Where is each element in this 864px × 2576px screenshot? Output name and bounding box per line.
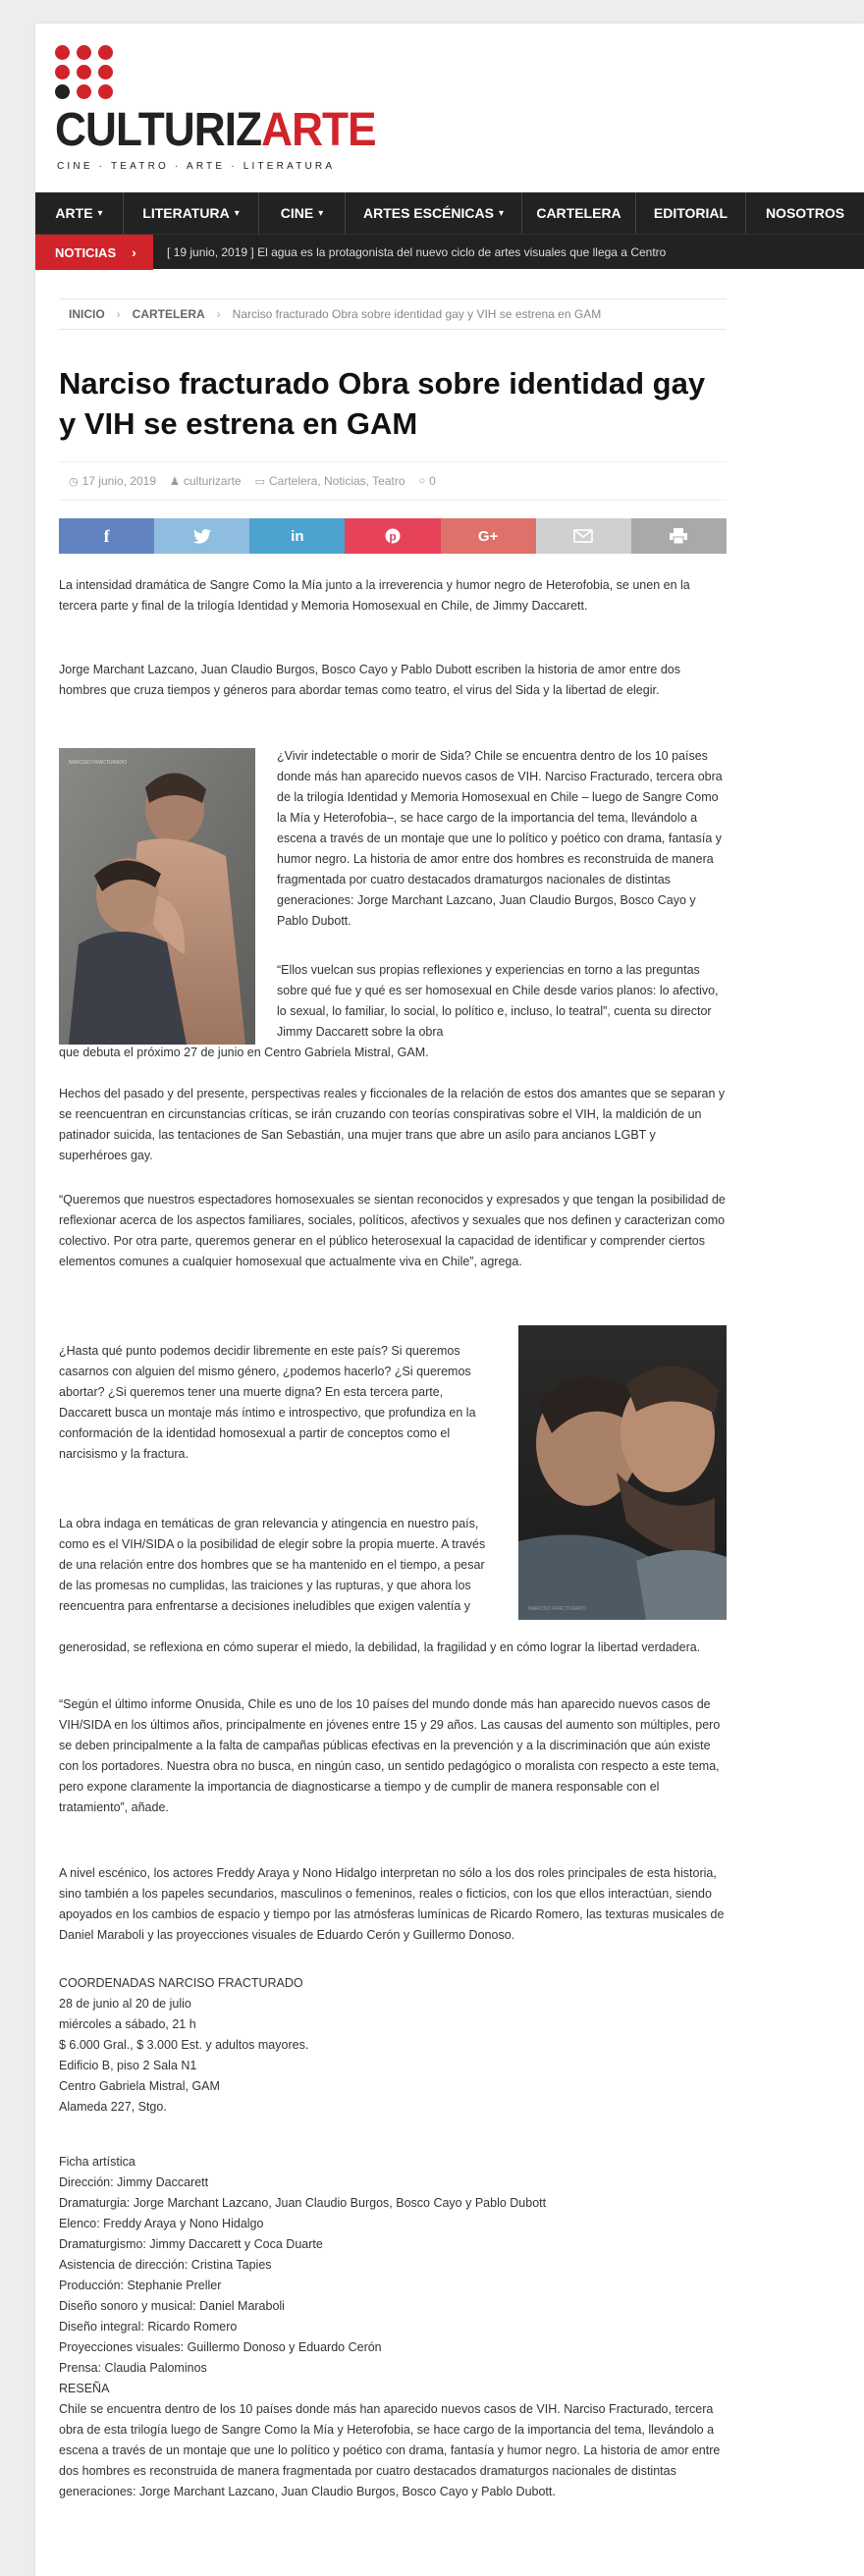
nav-item-editorial[interactable]: EDITORIAL	[636, 192, 746, 234]
facebook-icon: f	[103, 525, 110, 546]
chevron-right-icon: ›	[116, 307, 121, 321]
print-icon	[670, 528, 687, 544]
page-container	[35, 24, 864, 2576]
comment-count[interactable]: 0	[429, 474, 436, 488]
nav-item-cine[interactable]: CINE ▾	[259, 192, 346, 234]
twitter-icon	[193, 529, 211, 544]
ticker-headline-link[interactable]: [ 19 junio, 2019 ] El agua es la protagonista del nuevo ciclo de artes visuales que llega a Centro	[167, 245, 667, 259]
post-categories[interactable]: Cartelera, Noticias, Teatro	[268, 474, 405, 488]
clock-icon: ◷	[69, 475, 79, 488]
nav-item-arte[interactable]: ARTE ▾	[35, 192, 124, 234]
breadcrumb	[59, 298, 727, 330]
article-photo-embrace	[59, 748, 255, 1045]
nav-item-literatura[interactable]: LITERATURA ▾	[124, 192, 259, 234]
event-details	[59, 1973, 727, 2118]
article-paragraph: Jorge Marchant Lazcano, Juan Claudio Burgos, Bosco Cayo y Pablo Dubott escriben la historia de amor entre dos hombres que cruza tiempos y géneros para abordar temas como teatro, el virus del Sida y la libertad de elegir.	[59, 663, 680, 697]
pinterest-icon	[385, 528, 401, 544]
article-meta	[59, 461, 727, 501]
breadcrumb-current: Narciso fracturado Obra sobre identidad gay y VIH se estrena en GAM	[232, 307, 602, 321]
event-schedule: miércoles a sábado, 21 h	[59, 2017, 196, 2031]
article-paragraph: “Ellos vuelcan sus propias reflexiones y experiencias en torno a las preguntas sobre qué fue y qué es ser homosexual en Chile desde varios planos: lo afectivo, lo sexual, lo familiar, lo social, lo político e, incluso, lo teatral”, cuenta su director Jimmy Daccarett sobre la obra	[277, 963, 719, 1039]
credit-line: Producción: Stephanie Preller	[59, 2279, 222, 2292]
credit-line: Asistencia de dirección: Cristina Tapies	[59, 2258, 272, 2272]
site-logo[interactable]	[55, 45, 376, 183]
review-heading: RESEÑA	[59, 2382, 110, 2395]
share-facebook-button[interactable]	[59, 518, 154, 554]
credits-heading: Ficha artística	[59, 2155, 135, 2169]
share-bar	[59, 518, 727, 554]
credit-line: Elenco: Freddy Araya y Nono Hidalgo	[59, 2217, 264, 2230]
share-pinterest-button[interactable]	[345, 518, 440, 554]
credit-line: Dirección: Jimmy Daccarett	[59, 2175, 209, 2189]
article-paragraph: “Según el último informe Onusida, Chile es uno de los 10 países del mundo donde más han aparecido nuevos casos de VIH/SIDA en los últimos años, principalmente en jóvenes entre 15 y 29 años. Las causas del aumento son múltiples, pero se deben principalmente a la falta de campañas públicas efectivas en la prevención y a la discriminación que aún existe con los portadores. Nuestra obra no busca, en ningún caso, un sentido pedagógico o moralista con respecto a este tema, pero expone claramente la importancia de diagnosticarse a tiempo y de cumplir de manera responsable con el tratamiento”, añade.	[59, 1697, 721, 1814]
article-photo-kiss	[518, 1325, 727, 1620]
linkedin-icon: in	[291, 527, 304, 545]
share-email-button[interactable]	[536, 518, 631, 554]
logo-wordmark: CULTURIZARTE	[55, 104, 376, 156]
main-navigation	[35, 192, 864, 234]
chevron-down-icon: ▾	[97, 207, 103, 219]
chevron-down-icon: ▾	[499, 207, 505, 219]
news-ticker	[35, 234, 864, 269]
chevron-right-icon: ›	[216, 307, 221, 321]
article-paragraph: ¿Hasta qué punto podemos decidir libremente en este país? Si queremos casarnos con alguien del mismo género, ¿podemos hacerlo? ¿Si queremos abortar? ¿Si queremos tener una muerte digna? En esta tercera parte, Daccarett busca un montaje más íntimo e introspectivo, que profundiza en la conformación de la identidad homosexual a partir de conceptos como el narcisismo y la fractura.	[59, 1344, 476, 1461]
chevron-down-icon: ▾	[234, 207, 240, 219]
envelope-icon	[573, 529, 593, 543]
credit-line: Dramaturgia: Jorge Marchant Lazcano, Juan Claudio Burgos, Bosco Cayo y Pablo Dubott	[59, 2196, 547, 2210]
logo-dots-icon	[55, 45, 116, 106]
credit-line: Diseño sonoro y musical: Daniel Maraboli	[59, 2299, 285, 2313]
google-plus-icon: G+	[477, 527, 499, 545]
event-venue: Centro Gabriela Mistral, GAM	[59, 2079, 220, 2093]
article-paragraph: La intensidad dramática de Sangre Como la Mía junto a la irreverencia y humor negro de Heterofobia, se unen en la tercera parte y final de la trilogía Identidad y Memoria Homosexual en Chile, de Jimmy Daccarett.	[59, 578, 690, 613]
article-paragraph: ¿Vivir indetectable o morir de Sida? Chile se encuentra dentro de los 10 países donde más han aparecido nuevos casos de VIH. Narciso Fracturado, tercera obra de la trilogía Identidad y Memoria Homosexual en Chile – luego de Sangre Como la Mía y Heterofobia–, se hace cargo de la importancia del tema, llevándolo a escena a través de un montaje que une lo político y poético con drama, fantasía y humor negro. La historia de amor entre dos hombres es reconstruida de manera fragmentada por cuatro destacados dramaturgos nacionales de distintas generaciones: Jorge Marchant Lazcano, Juan Claudio Burgos, Bosco Cayo y Pablo Dubott.	[277, 749, 723, 928]
chevron-down-icon: ▾	[318, 207, 324, 219]
share-twitter-button[interactable]	[154, 518, 249, 554]
article-paragraph: “Queremos que nuestros espectadores homosexuales se sientan reconocidos y expresados y que tengan la posibilidad de reflexionar acerca de los aspectos familiares, sociales, políticos, afectivos y sexuales que nos definen y caracterizan como colectivo. Por otra parte, queremos generar en el público heterosexual la capacidad de identificar y comprender ciertos elementos comunes a cualquier homosexual que actualmente viva en Chile”, agrega.	[59, 1193, 726, 1268]
article-paragraph-continued: generosidad, se reflexiona en cómo superar el miedo, la debilidad, la fragilidad y en cómo lograr la libertad verdadera.	[59, 1640, 701, 1654]
logo-tagline: CINE · TEATRO · ARTE · LITERATURA	[57, 161, 336, 172]
chevron-right-icon: ›	[132, 244, 136, 260]
nav-item-cartelera[interactable]: CARTELERA	[522, 192, 636, 234]
credits-list	[59, 2152, 727, 2502]
credit-line: Proyecciones visuales: Guillermo Donoso y Eduardo Cerón	[59, 2340, 382, 2354]
svg-text:p: p	[389, 529, 397, 544]
nav-item-artes-escenicas[interactable]: ARTES ESCÉNICAS ▾	[346, 192, 522, 234]
comment-icon: ○	[418, 475, 426, 487]
credit-line: Dramaturgismo: Jimmy Daccarett y Coca Duarte	[59, 2237, 323, 2251]
svg-text:NARCISO FRACTURADO: NARCISO FRACTURADO	[69, 760, 127, 766]
article-paragraph: Hechos del pasado y del presente, perspectivas reales y ficcionales de la relación de estos dos amantes que se separan y se reencuentran en circunstancias críticas, se irán cruzando con teorías conspirativas sobre el VIH, la maldición de un patinador suicida, las tentaciones de San Sebastián, una mujer trans que abre un asilo para ancianos LGBT y superhéroes gay.	[59, 1087, 726, 1162]
credit-line: Prensa: Claudia Palominos	[59, 2361, 207, 2375]
event-room: Edificio B, piso 2 Sala N1	[59, 2059, 197, 2072]
share-googleplus-button[interactable]	[441, 518, 536, 554]
article-paragraph-continued: que debuta el próximo 27 de junio en Centro Gabriela Mistral, GAM.	[59, 1046, 429, 1059]
user-icon: ♟	[170, 475, 180, 488]
nav-item-nosotros[interactable]: NOSOTROS	[765, 205, 845, 221]
event-details-heading: COORDENADAS NARCISO FRACTURADO	[59, 1976, 303, 1990]
article-paragraph: A nivel escénico, los actores Freddy Araya y Nono Hidalgo interpretan no sólo a los dos roles principales de esta historia, sino también a los papeles secundarios, masculinos o femeninos, reales o ficticios, con los que ellos interactúan, siendo apoyados en los cambios de espacio y tiempo por las atmósferas lumínicas de Ricardo Romero, las texturas musicales de Daniel Maraboli y las proyecciones visuales de Eduardo Cerón y Guillermo Donoso.	[59, 1866, 725, 1942]
svg-text:NARCISO FRACTURADO: NARCISO FRACTURADO	[528, 1606, 586, 1612]
event-prices: $ 6.000 Gral., $ 3.000 Est. y adultos mayores.	[59, 2038, 309, 2052]
event-dates: 28 de junio al 20 de julio	[59, 1997, 191, 2011]
event-address: Alameda 227, Stgo.	[59, 2100, 167, 2114]
share-print-button[interactable]	[631, 518, 727, 554]
site-header	[35, 24, 864, 192]
credit-line: Diseño integral: Ricardo Romero	[59, 2320, 238, 2334]
folder-icon: ▭	[254, 475, 265, 488]
article-paragraph: La obra indaga en temáticas de gran relevancia y atingencia en nuestro país, como es el VIH/SIDA o la posibilidad de elegir sobre la propia muerte. A través de una relación entre dos hombres que se ha mantenido en el tiempo, a pesar de las promesas no cumplidas, las traiciones y las rupturas, y que ahora los reencuentra para enfrentarse a decisiones ineludibles que exigen valentía y	[59, 1517, 486, 1613]
post-author[interactable]: culturizarte	[183, 474, 242, 488]
article-title: Narciso fracturado Obra sobre identidad gay y VIH se estrena en GAM	[59, 366, 706, 441]
ticker-label: NOTICIAS ›	[35, 235, 153, 270]
share-linkedin-button[interactable]	[249, 518, 345, 554]
post-date: 17 junio, 2019	[81, 474, 157, 488]
review-text: Chile se encuentra dentro de los 10 países donde más han aparecido nuevos casos de VIH. Narciso Fracturado, tercera obra de esta trilogía luego de Sangre Como la Mía y Heterofobia, se hace cargo de la importancia del tema, llevándolo a escena a través de un montaje que une lo político y poético con drama, fantasía y humor negro. La historia de amor entre dos hombres es reconstruida de manera fragmentada por cuatro destacados dramaturgos nacionales de distintas generaciones: Jorge Marchant Lazcano, Juan Claudio Burgos, Bosco Cayo y Pablo Dubott.	[59, 2402, 721, 2498]
breadcrumb-home[interactable]: INICIO	[69, 307, 105, 321]
breadcrumb-section[interactable]: CARTELERA	[132, 307, 205, 321]
